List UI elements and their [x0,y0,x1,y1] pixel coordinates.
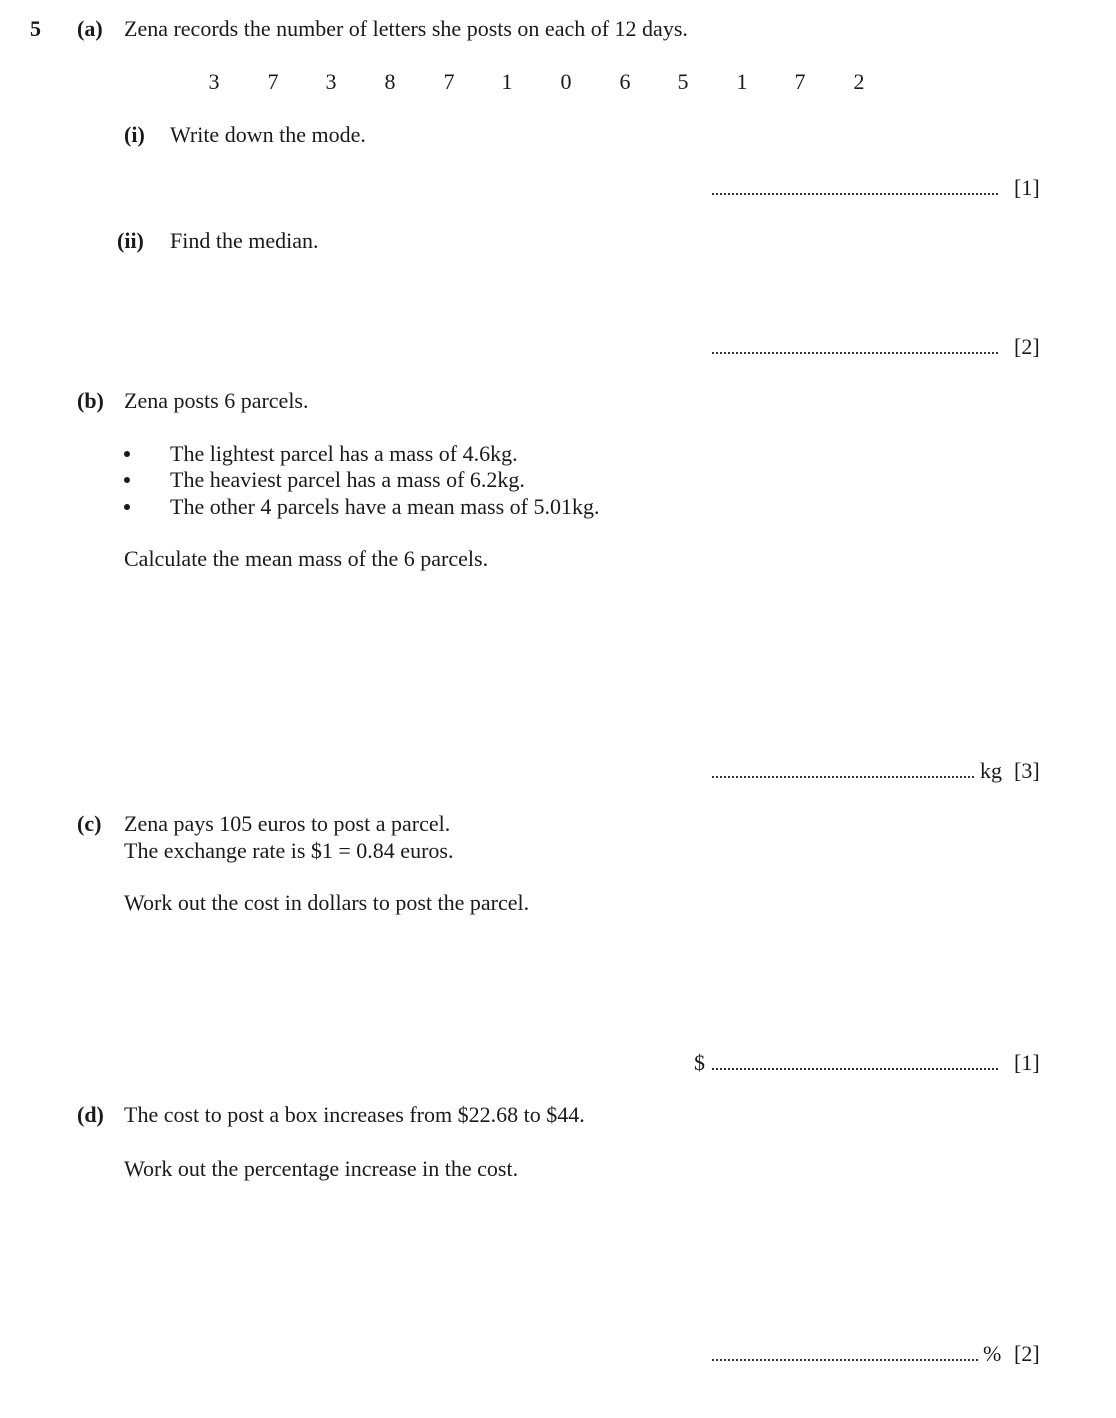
data-value: 0 [560,69,572,94]
part-d-label: (d) [77,1102,104,1127]
bullet-icon [124,477,130,483]
bullet-text: The heaviest parcel has a mass of 6.2kg. [170,467,525,492]
part-a-i-label: (i) [124,122,145,147]
data-value: 1 [501,69,513,94]
answer-line-c[interactable] [712,1068,998,1070]
part-d-text: The cost to post a box increases from $22.68 to $44. [124,1102,585,1127]
part-c-line1: Zena pays 105 euros to post a parcel. [124,811,451,836]
data-value: 3 [325,69,337,94]
data-value: 7 [794,69,806,94]
part-a-label: (a) [77,16,103,41]
data-value: 6 [619,69,631,94]
question-number: 5 [30,16,41,41]
part-c-label: (c) [77,811,102,836]
unit-d: % [983,1341,1002,1366]
part-a-text: Zena records the number of letters she posts on each of 12 days. [124,16,688,41]
data-value: 7 [443,69,455,94]
bullet-text: The lightest parcel has a mass of 4.6kg. [170,441,518,466]
data-value: 8 [384,69,396,94]
part-a-i-text: Write down the mode. [170,122,366,147]
marks-a-i: [1] [1014,175,1040,200]
answer-line-d[interactable] [712,1359,978,1361]
marks-d: [2] [1014,1341,1040,1366]
answer-line-b[interactable] [712,776,974,778]
data-value: 5 [677,69,689,94]
marks-b: [3] [1014,758,1040,783]
answer-line-a-i[interactable] [712,193,998,195]
unit-b: kg [980,758,1002,783]
data-value: 3 [208,69,220,94]
data-value: 2 [853,69,865,94]
part-b-text: Zena posts 6 parcels. [124,388,309,413]
dollar-prefix: $ [694,1050,705,1075]
part-c-instruction: Work out the cost in dollars to post the parcel. [124,890,530,915]
part-b-label: (b) [77,388,104,413]
marks-c: [1] [1014,1050,1040,1075]
bullet-text: The other 4 parcels have a mean mass of 5.01kg. [170,494,600,519]
marks-a-ii: [2] [1014,334,1040,359]
part-a-ii-label: (ii) [117,228,144,253]
bullet-icon [124,451,130,457]
bullet-icon [124,504,130,510]
part-b-instruction: Calculate the mean mass of the 6 parcels. [124,546,489,571]
data-value: 1 [736,69,748,94]
data-value: 7 [267,69,279,94]
part-d-instruction: Work out the percentage increase in the cost. [124,1156,519,1181]
part-a-ii-text: Find the median. [170,228,319,253]
answer-line-a-ii[interactable] [712,352,998,354]
part-c-line2: The exchange rate is $1 = 0.84 euros. [124,838,454,863]
